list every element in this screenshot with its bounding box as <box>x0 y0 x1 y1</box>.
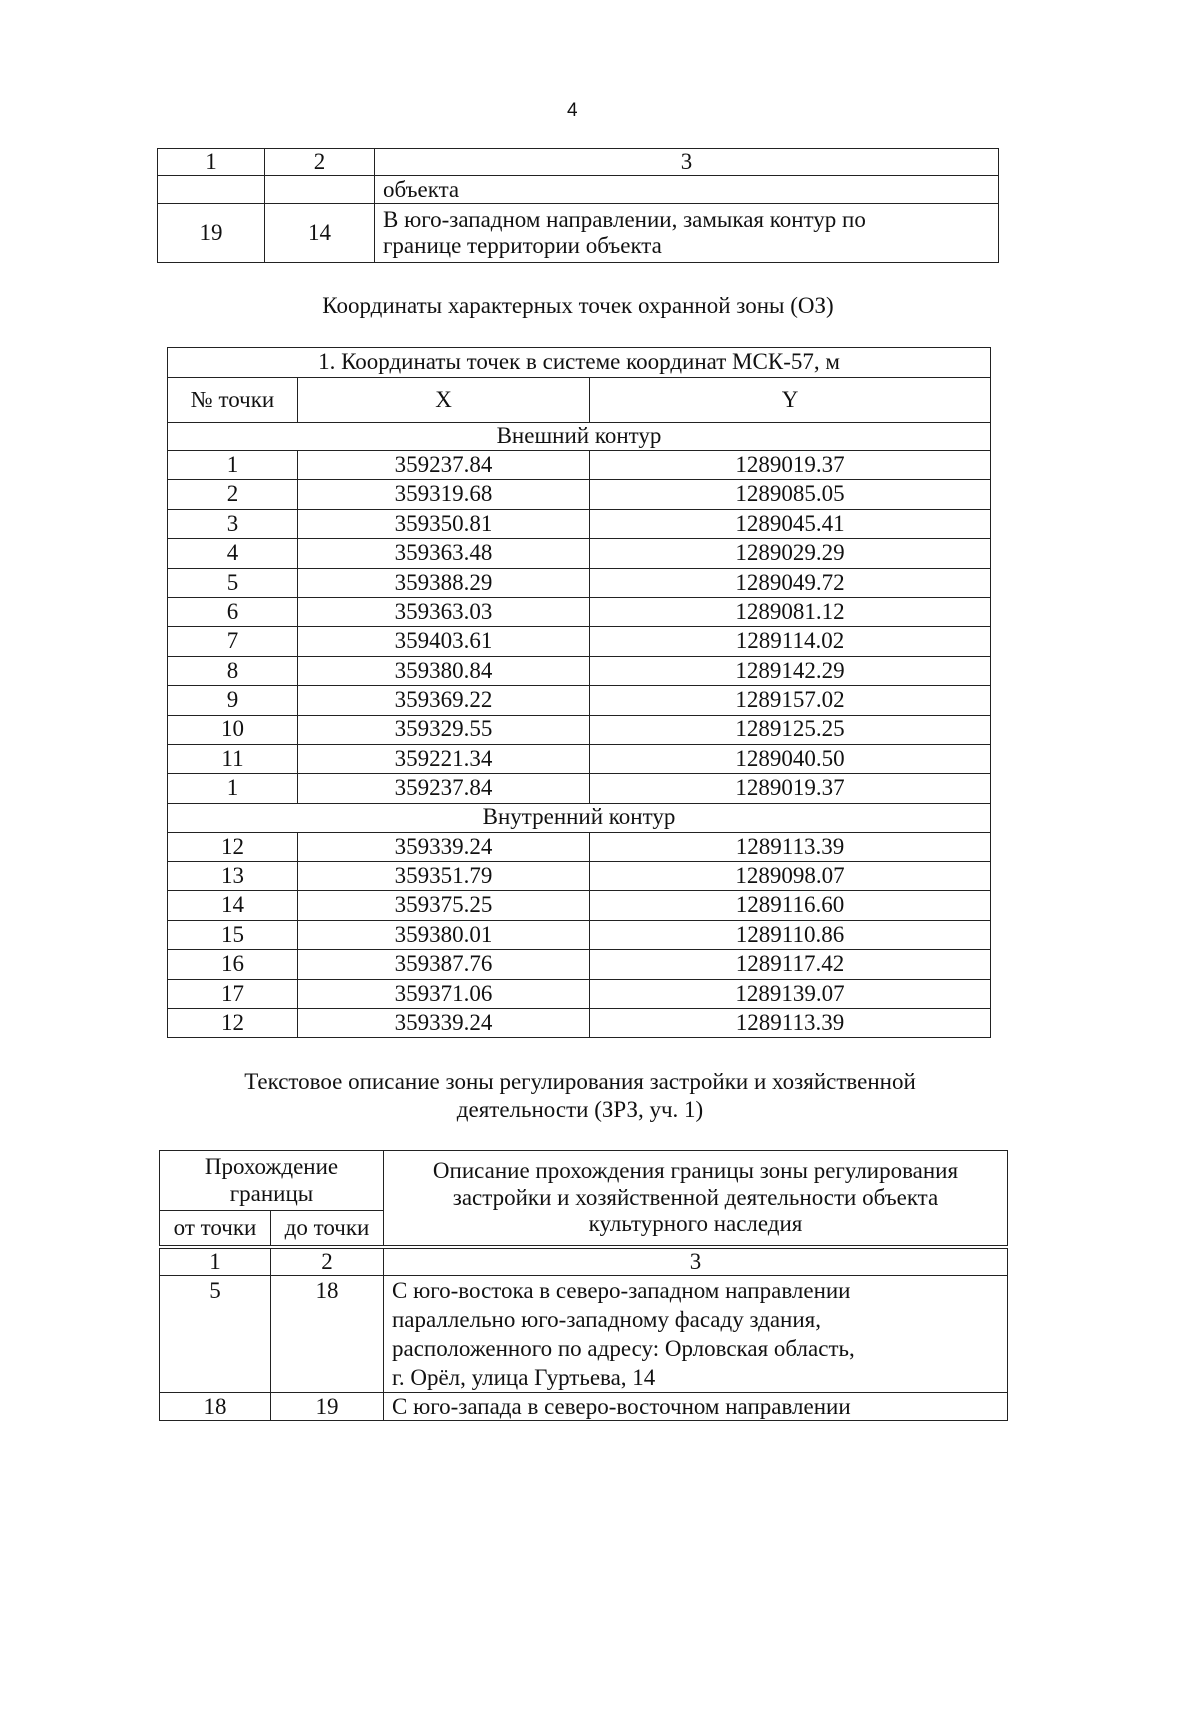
point-cell: 14 <box>168 891 298 920</box>
coordinate-row <box>168 774 991 803</box>
desc-line: параллельно юго-западному фасаду здания, <box>392 1307 821 1333</box>
heading-line: Текстовое описание зоны регулирования застройки и хозяйственной <box>244 1069 916 1094</box>
col-header: 2 <box>265 149 375 176</box>
col-number: 3 <box>384 1249 1008 1276</box>
desc-line: В юго-западном направлении, замыкая контур по <box>383 207 866 232</box>
point-cell: 11 <box>168 744 298 773</box>
point-cell: 12 <box>168 1009 298 1038</box>
desc-cell <box>375 204 999 263</box>
x-cell: 359237.84 <box>298 451 590 480</box>
coordinate-row <box>168 950 991 979</box>
coordinate-row <box>168 627 991 656</box>
desc-line: расположенного по адресу: Орловская область, <box>392 1336 855 1362</box>
point-cell: 8 <box>168 656 298 685</box>
y-cell: 1289040.50 <box>590 744 991 773</box>
x-cell: 359388.29 <box>298 568 590 597</box>
point-cell: 1 <box>168 451 298 480</box>
zrz-header-table <box>159 1150 1008 1246</box>
y-cell: 1289049.72 <box>590 568 991 597</box>
y-cell: 1289113.39 <box>590 1009 991 1038</box>
y-cell: 1289125.25 <box>590 715 991 744</box>
point-cell: 1 <box>168 774 298 803</box>
coordinate-row <box>168 509 991 538</box>
coordinate-row <box>168 597 991 626</box>
coordinate-row <box>168 568 991 597</box>
coordinates-table <box>167 347 991 1038</box>
x-cell: 359339.24 <box>298 1009 590 1038</box>
y-cell: 1289045.41 <box>590 509 991 538</box>
to-cell: 18 <box>271 1276 384 1393</box>
to-cell: 19 <box>271 1393 384 1421</box>
col-header: X <box>298 378 590 423</box>
point-cell: 6 <box>168 597 298 626</box>
x-cell: 359371.06 <box>298 979 590 1008</box>
x-cell: 359350.81 <box>298 509 590 538</box>
to-cell <box>265 176 375 204</box>
zrz-table <box>159 1248 1008 1421</box>
col-header: 3 <box>375 149 999 176</box>
desc-line: границе территории объекта <box>383 233 662 259</box>
coordinate-row <box>168 832 991 861</box>
point-cell: 16 <box>168 950 298 979</box>
coordinate-row <box>168 862 991 891</box>
desc-cell <box>384 1276 1008 1393</box>
y-cell: 1289139.07 <box>590 979 991 1008</box>
passage-header: Прохождение границы <box>160 1151 384 1211</box>
point-cell: 2 <box>168 480 298 509</box>
heading-oz: Координаты характерных точек охранной зоны (ОЗ) <box>322 293 834 318</box>
x-cell: 359403.61 <box>298 627 590 656</box>
x-cell: 359387.76 <box>298 950 590 979</box>
to-header: до точки <box>271 1211 384 1246</box>
from-cell: 5 <box>160 1276 271 1393</box>
x-cell: 359380.01 <box>298 920 590 949</box>
from-cell: 18 <box>160 1393 271 1421</box>
point-cell: 15 <box>168 920 298 949</box>
table-title: 1. Координаты точек в системе координат МСК-57, м <box>168 348 991 378</box>
coordinate-row <box>168 920 991 949</box>
coordinate-row <box>168 451 991 480</box>
heading-zrz <box>0 1068 1180 1124</box>
col-header: Y <box>590 378 991 423</box>
x-cell: 359363.48 <box>298 539 590 568</box>
y-cell: 1289116.60 <box>590 891 991 920</box>
section-label: Внешний контур <box>168 423 991 451</box>
x-cell: 359319.68 <box>298 480 590 509</box>
y-cell: 1289114.02 <box>590 627 991 656</box>
coordinate-row <box>168 744 991 773</box>
x-cell: 359221.34 <box>298 744 590 773</box>
point-cell: 17 <box>168 979 298 1008</box>
col-number: 2 <box>271 1249 384 1276</box>
coordinate-row <box>168 686 991 715</box>
col-number: 1 <box>160 1249 271 1276</box>
heading-line: деятельности (ЗРЗ, уч. 1) <box>456 1097 704 1122</box>
from-cell: 19 <box>158 204 265 263</box>
x-cell: 359375.25 <box>298 891 590 920</box>
coordinate-row <box>168 480 991 509</box>
coordinate-row <box>168 715 991 744</box>
point-cell: 7 <box>168 627 298 656</box>
point-cell: 12 <box>168 832 298 861</box>
top-table <box>157 148 999 263</box>
y-cell: 1289117.42 <box>590 950 991 979</box>
x-cell: 359380.84 <box>298 656 590 685</box>
x-cell: 359237.84 <box>298 774 590 803</box>
x-cell: 359329.55 <box>298 715 590 744</box>
y-cell: 1289019.37 <box>590 774 991 803</box>
point-cell: 9 <box>168 686 298 715</box>
x-cell: 359339.24 <box>298 832 590 861</box>
desc-cell: объекта <box>375 176 999 204</box>
y-cell: 1289019.37 <box>590 451 991 480</box>
point-cell: 5 <box>168 568 298 597</box>
x-cell: 359369.22 <box>298 686 590 715</box>
y-cell: 1289142.29 <box>590 656 991 685</box>
point-cell: 13 <box>168 862 298 891</box>
page-number: 4 <box>567 100 578 121</box>
desc-header: Описание прохождения границы зоны регулирования застройки и хозяйственной деятельности объекта культурного наследия <box>384 1151 1008 1246</box>
point-cell: 4 <box>168 539 298 568</box>
point-cell: 3 <box>168 509 298 538</box>
y-cell: 1289029.29 <box>590 539 991 568</box>
coordinate-row <box>168 979 991 1008</box>
desc-cell: С юго-запада в северо-восточном направлении <box>384 1393 1008 1421</box>
x-cell: 359351.79 <box>298 862 590 891</box>
to-cell: 14 <box>265 204 375 263</box>
from-header: от точки <box>160 1211 271 1246</box>
coordinate-row <box>168 656 991 685</box>
x-cell: 359363.03 <box>298 597 590 626</box>
y-cell: 1289157.02 <box>590 686 991 715</box>
coordinate-row <box>168 891 991 920</box>
y-cell: 1289110.86 <box>590 920 991 949</box>
desc-line: г. Орёл, улица Гуртьева, 14 <box>392 1365 656 1391</box>
coordinate-row <box>168 539 991 568</box>
section-label: Внутренний контур <box>168 803 991 832</box>
col-header: 1 <box>158 149 265 176</box>
y-cell: 1289085.05 <box>590 480 991 509</box>
y-cell: 1289113.39 <box>590 832 991 861</box>
from-cell <box>158 176 265 204</box>
y-cell: 1289098.07 <box>590 862 991 891</box>
y-cell: 1289081.12 <box>590 597 991 626</box>
desc-line: С юго-востока в северо-западном направлении <box>392 1278 851 1304</box>
coordinate-row <box>168 1009 991 1038</box>
col-header: № точки <box>168 378 298 423</box>
point-cell: 10 <box>168 715 298 744</box>
